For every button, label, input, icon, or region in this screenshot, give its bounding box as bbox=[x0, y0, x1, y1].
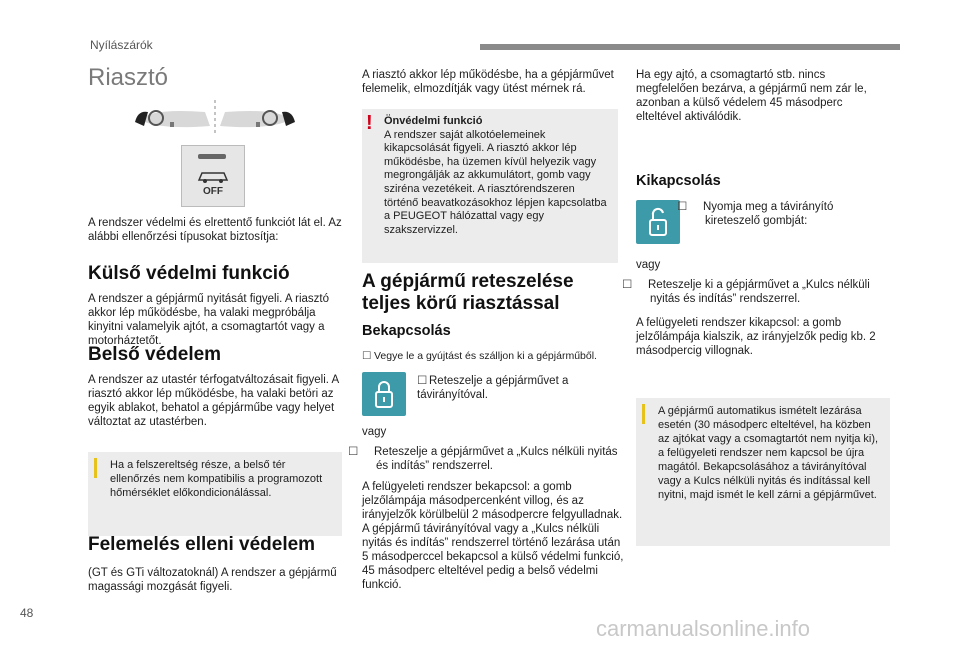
header-bar bbox=[480, 44, 900, 50]
alarm-off-button-illustration bbox=[181, 145, 245, 207]
off-label: OFF bbox=[203, 186, 223, 197]
padlock-unlocked-icon bbox=[636, 200, 680, 244]
bullet-icon: ☐ bbox=[622, 279, 633, 291]
col2-intro: A riasztó akkor lép működésbe, ha a gépjárművet felemelik, elmozdítják vagy ütést mérnek rá. bbox=[362, 69, 614, 95]
interior-text: A rendszer az utastér térfogatváltozásait figyeli. A riasztó akkor lép működésbe, ha valaki betöri az egyik ablakot, behatol a gépjárműbe vagy helyet változtat az utastérben. bbox=[88, 374, 339, 428]
lift-text: (GT és GTi változatoknál) A rendszer a gépjármű magassági mozgását figyeli. bbox=[88, 567, 337, 593]
info-box-relock bbox=[636, 398, 890, 546]
heading-off: Kikapcsolás bbox=[636, 173, 721, 189]
warning-title: Önvédelmi funkció bbox=[384, 115, 483, 127]
heading-lift: Felemelés elleni védelem bbox=[88, 534, 316, 555]
page-title: Riasztó bbox=[88, 64, 169, 91]
info-text: Ha a felszereltség része, a belső tér ellenőrzés nem kompatibilis a programozott hőmérséklet előkondicionálással. bbox=[110, 459, 323, 499]
bullet-icon: ☐ bbox=[362, 350, 372, 362]
col2-body: A felügyeleti rendszer bekapcsol: a gomb jelzőlámpája másodpercenként villog, és az irányjelzők körülbelül 2 másodpercre felgyulladnak. A gépjármű távirányítóval vagy a „Kulcs nélküli nyitás és indítás” rendszerrel történő lezárása után 5 másodperccel bekapcsol a külső védelmi funkció, 45 másodperc elteltével pedig a belső védelmi funkció. bbox=[362, 481, 624, 591]
section-label: Nyílászárók bbox=[90, 38, 153, 52]
unlock-button-tile bbox=[636, 200, 680, 244]
warning-icon: ! bbox=[366, 112, 373, 134]
info-icon bbox=[94, 458, 97, 478]
lock-button-tile bbox=[362, 372, 406, 416]
unlock-remote-label: Nyomja meg a távirányító kireteszelő gombját: bbox=[703, 201, 834, 227]
or-text-2: vagy bbox=[636, 259, 661, 271]
heading-lock: A gépjármű reteszelése teljes körű riasztással bbox=[362, 271, 574, 314]
warning-text: A rendszer saját alkotóelemeinek kikapcsolását figyeli. A riasztó akkor lép működésbe, ha üzemen kívül helyezik vagy megrongálják az akkumulátort, gomb vagy sziréna vezetékeit. A riasztórendszeren történő beavatkozásokhoz lépjen kapcsolatba a PEUGEOT hálózattal vagy egy szakszervizzel. bbox=[384, 128, 607, 236]
col3-intro: Ha egy ajtó, a csomagtartó stb. nincs megfelelően bezárva, a gépjármű nem zár le, azonban a külső védelem 45 másodperc elteltével aktiválódik. bbox=[636, 69, 867, 123]
heading-interior: Belső védelem bbox=[88, 344, 222, 365]
indicator-lamp-icon bbox=[198, 154, 226, 159]
unlock-keyless-label: Reteszelje ki a gépjárművet a „Kulcs nélküli nyitás és indítás” rendszerrel. bbox=[648, 279, 870, 305]
heading-exterior: Külső védelmi funkció bbox=[88, 263, 290, 284]
lock-keyless-label: Reteszelje a gépjárművet a „Kulcs nélküli nyitás és indítás” rendszerrel. bbox=[374, 446, 618, 472]
bullet-icon: ☐ bbox=[348, 446, 359, 458]
leave-vehicle-text bbox=[362, 349, 624, 363]
info-box-preconditioning bbox=[88, 452, 342, 536]
unlock-keyless-text bbox=[622, 278, 900, 306]
col3-body: A felügyeleti rendszer kikapcsol: a gomb jelzőlámpája kialszik, az irányjelzők pedig kb. 2 másodpercig villognak. bbox=[636, 317, 876, 357]
info-text-2: A gépjármű automatikus ismételt lezárása esetén (30 másodperc elteltével, ha közben az ajtókat vagy a csomagtartót nem nyitja ki), a felügyeleti rendszer nem kapcsol be újra magától. Bekapcsolásához a távirányítóval vagy a Kulcs nélküli nyitás és indítással kell nyitni, majd ismét le kell zárni a gépjárművet. bbox=[658, 405, 879, 501]
page-number: 48 bbox=[20, 606, 34, 620]
car-cabin-illustration bbox=[130, 98, 300, 138]
bullet-icon: ☐ bbox=[677, 201, 688, 213]
info-icon-2 bbox=[642, 404, 645, 424]
unlock-remote-text bbox=[677, 200, 875, 228]
car-alarm-icon bbox=[196, 168, 230, 184]
lock-remote-label: Reteszelje a gépjárművet a távirányítóval. bbox=[417, 375, 569, 401]
warning-box-self-protection bbox=[362, 109, 618, 263]
leave-text: Vegye le a gyújtást és szálljon ki a gépjárműből. bbox=[374, 350, 597, 362]
col1-intro: A rendszer védelmi és elrettentő funkciót lát el. Az alábbi ellenőrzési típusokat biztosítja: bbox=[88, 217, 342, 243]
exterior-text: A rendszer a gépjármű nyitását figyeli. A riasztó akkor lép működésbe, ha valaki megpróbálja kinyitni valamelyik ajtót, a csomagtartót vagy a motorháztetőt. bbox=[88, 293, 329, 347]
heading-on: Bekapcsolás bbox=[362, 323, 451, 339]
lock-keyless-text bbox=[348, 445, 626, 473]
lock-remote-text bbox=[417, 374, 577, 402]
watermark: carmanualsonline.info bbox=[596, 616, 811, 641]
or-text: vagy bbox=[362, 426, 387, 438]
padlock-locked-icon bbox=[362, 372, 406, 416]
bullet-icon: ☐ bbox=[417, 375, 428, 387]
